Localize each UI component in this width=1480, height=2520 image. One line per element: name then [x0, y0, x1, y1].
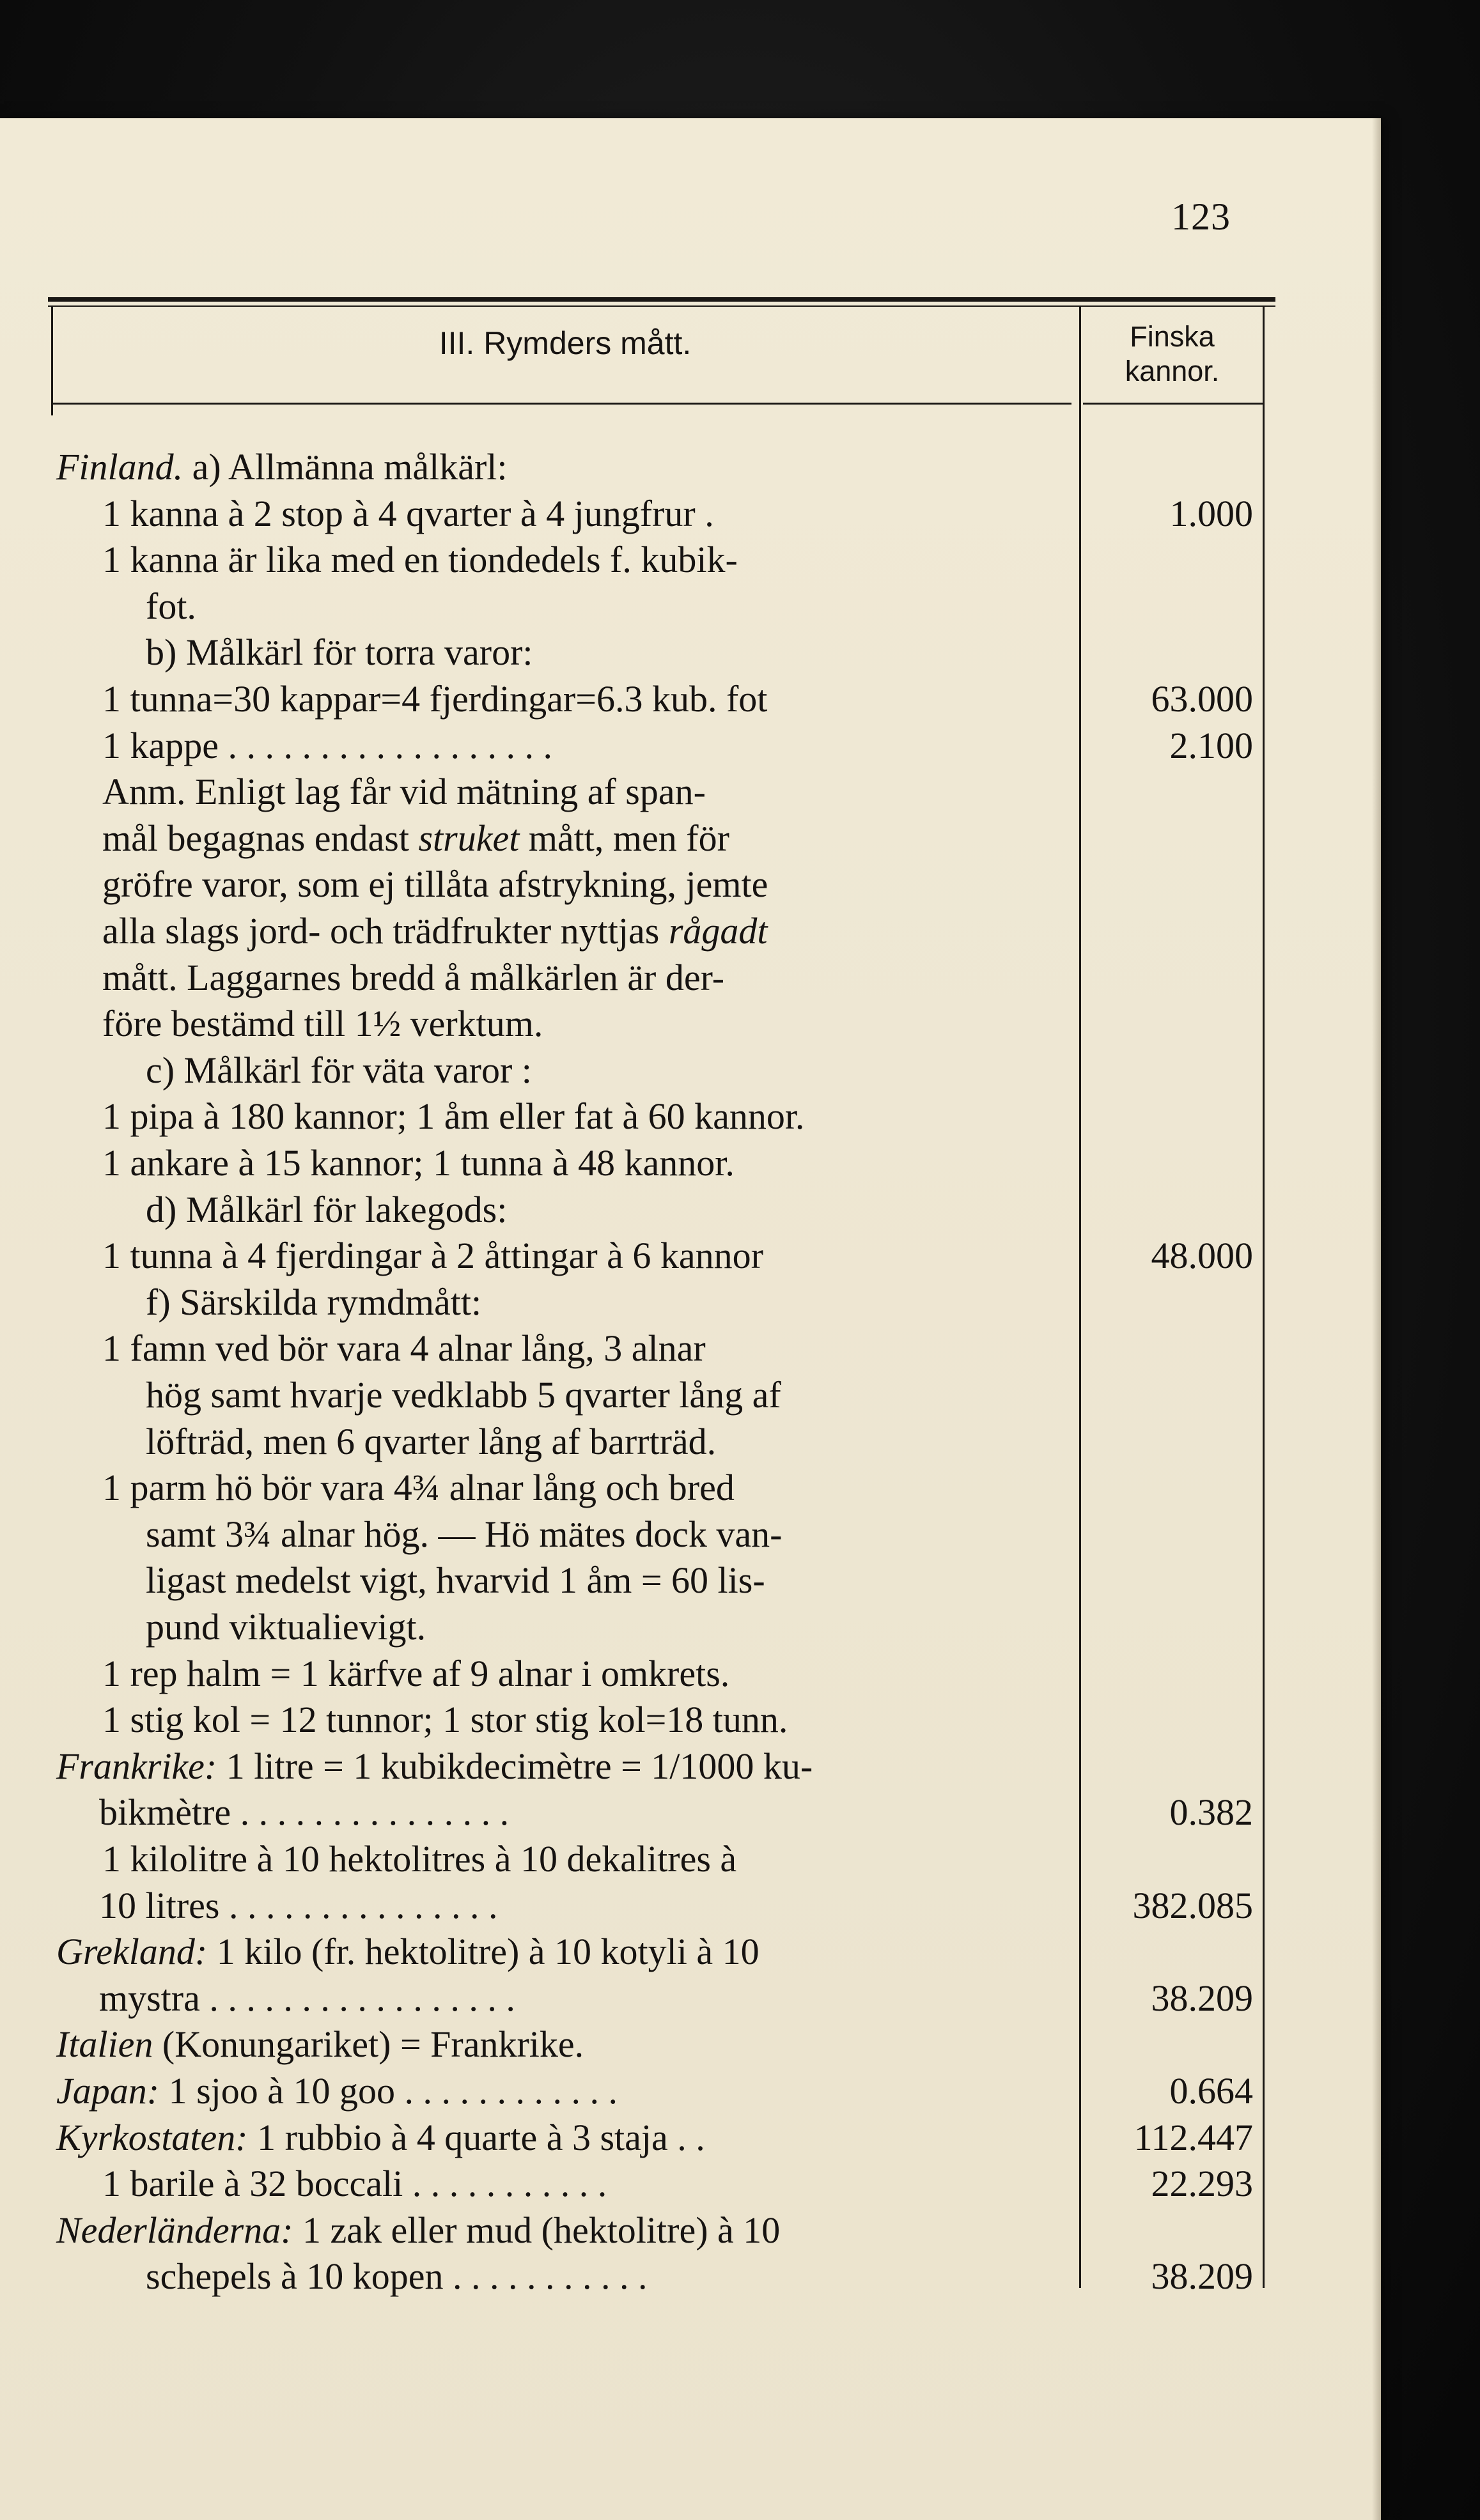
- row-text: [146, 1604, 426, 1650]
- row-main-text: a) Allmänna målkärl:: [192, 446, 508, 488]
- row-main-text: 1 kappe . . . . . . . . . . . . . . . . . .: [102, 724, 552, 766]
- row-main-text: 1 barile à 32 boccali . . . . . . . . . . .: [102, 2163, 607, 2205]
- table-row: [0, 630, 1381, 676]
- row-text: [99, 1790, 509, 1836]
- row-text: [146, 1047, 532, 1094]
- row-text: [102, 816, 729, 862]
- row-text: [102, 537, 738, 583]
- row-text: [56, 444, 508, 490]
- row-text: [99, 1883, 497, 1929]
- row-value: 0.664: [1169, 2070, 1253, 2112]
- row-text: [56, 2115, 705, 2161]
- row-main-text: 1 sjoo à 10 goo . . . . . . . . . . . .: [168, 2070, 618, 2112]
- value-column-header-line2: kannor.: [1125, 355, 1220, 387]
- row-main-text: 1 rubbio à 4 quarte à 3 staja . .: [257, 2116, 705, 2158]
- row-main-text: 1 kanna à 2 stop à 4 qvarter à 4 jungfrur .: [102, 492, 714, 534]
- table-row: [0, 862, 1381, 908]
- emphasis-text: struket: [418, 817, 520, 859]
- table-row: [0, 1233, 1381, 1279]
- row-main-text: 1 famn ved bör vara 4 alnar lång, 3 alnar: [102, 1327, 706, 1370]
- row-main-text: ligast medelst vigt, hvarvid 1 åm = 60 lis-: [146, 1559, 765, 1602]
- row-text: [146, 2253, 647, 2300]
- row-value: 382.085: [1132, 1884, 1253, 1926]
- emphasis-text: rågadt: [668, 910, 768, 952]
- table-row: [0, 1743, 1381, 1790]
- row-value: 2.100: [1169, 724, 1253, 766]
- row-text: [146, 1419, 716, 1465]
- table-row: [0, 1279, 1381, 1326]
- table-top-rule-thin: [48, 305, 1275, 307]
- table-row: [0, 491, 1381, 537]
- table-row: [0, 1465, 1381, 1511]
- table-row: [0, 676, 1381, 722]
- table-row: [0, 1047, 1381, 1094]
- row-text: [102, 1326, 706, 1372]
- table-row: [0, 1511, 1381, 1558]
- section-title: III. Rymders mått.: [439, 325, 692, 361]
- row-main-text: före bestämd till 1½ verktum.: [102, 1003, 543, 1045]
- row-value: 0.382: [1169, 1791, 1253, 1834]
- table-row: [0, 769, 1381, 815]
- table-row: [0, 584, 1381, 630]
- row-main-text: d) Målkärl för lakegods:: [146, 1188, 508, 1230]
- table-row: [0, 1140, 1381, 1186]
- row-text: [146, 630, 533, 676]
- row-main-text: 1 pipa à 180 kannor; 1 åm eller fat à 60 kannor.: [102, 1095, 805, 1138]
- table-row: [0, 1883, 1381, 1929]
- row-text: [102, 1697, 788, 1743]
- row-main-text: c) Målkärl för väta varor :: [146, 1049, 532, 1091]
- row-main-text: fot.: [146, 585, 196, 627]
- row-main-text: 10 litres . . . . . . . . . . . . . . .: [99, 1884, 498, 1926]
- table-row: [0, 1697, 1381, 1743]
- table-row: [0, 444, 1381, 490]
- row-main-text: (Konungariket) = Frankrike.: [162, 2023, 584, 2066]
- row-trailing-text: mått, men för: [528, 817, 729, 859]
- table-row: [0, 2068, 1381, 2114]
- row-value: 38.209: [1151, 1977, 1253, 2019]
- row-text: [102, 769, 706, 815]
- row-main-text: hög samt hvarje vedklabb 5 qvarter lång af: [146, 1374, 781, 1416]
- row-main-text: f) Särskilda rymdmått:: [146, 1281, 482, 1323]
- table-row: [0, 2253, 1381, 2300]
- row-main-text: schepels à 10 kopen . . . . . . . . . . .: [146, 2255, 648, 2298]
- table-row: [0, 1604, 1381, 1650]
- table-row: [0, 2021, 1381, 2068]
- table-row: [0, 537, 1381, 583]
- country-label: Italien: [56, 2023, 153, 2066]
- table-row: [0, 2115, 1381, 2161]
- row-main-text: 1 litre = 1 kubikdecimètre = 1/1000 ku-: [226, 1745, 813, 1787]
- row-text: [102, 1140, 735, 1186]
- table-row: [0, 723, 1381, 769]
- row-text: [102, 1651, 729, 1697]
- table-row: [0, 1790, 1381, 1836]
- table-row: [0, 908, 1381, 954]
- table-row: [0, 2161, 1381, 2207]
- row-main-text: 1 tunna à 4 fjerdingar à 2 åttingar à 6 kannor: [102, 1235, 763, 1277]
- row-text: [146, 584, 196, 630]
- row-main-text: 1 rep halm = 1 kärfve af 9 alnar i omkrets.: [102, 1652, 730, 1694]
- table-row: [0, 1001, 1381, 1047]
- row-value: 63.000: [1151, 678, 1253, 720]
- row-text: [102, 1233, 763, 1279]
- row-text: [102, 2161, 607, 2207]
- row-main-text: 1 parm hö bör vara 4¾ alnar lång och bred: [102, 1467, 735, 1509]
- row-text: [102, 908, 768, 954]
- row-main-text: gröfre varor, som ej tillåta afstrykning, jemte: [102, 863, 768, 906]
- page-number: 123: [1171, 196, 1231, 238]
- row-text: [102, 862, 768, 908]
- row-main-text: löfträd, men 6 qvarter lång af barrträd.: [146, 1420, 717, 1462]
- row-text: [99, 1975, 515, 2021]
- row-main-text: Anm. Enligt lag får vid mätning af span-: [102, 771, 706, 813]
- row-text: [102, 955, 724, 1001]
- row-main-text: 1 tunna=30 kappar=4 fjerdingar=6.3 kub. fot: [102, 678, 768, 720]
- row-text: [146, 1187, 507, 1233]
- row-text: [102, 1836, 736, 1882]
- row-main-text: 1 stig kol = 12 tunnor; 1 stor stig kol=18 tunn.: [102, 1699, 788, 1741]
- country-label: Frankrike:: [56, 1745, 217, 1787]
- row-value: 38.209: [1151, 2255, 1253, 2298]
- row-text: [56, 1929, 759, 1975]
- row-text: [102, 676, 767, 722]
- country-label: Grekland:: [56, 1931, 208, 1973]
- table-row: [0, 1929, 1381, 1975]
- row-text: [56, 2068, 618, 2114]
- header-bottom-rule-right: [1083, 403, 1264, 405]
- row-text: [102, 1465, 735, 1511]
- row-text: [102, 1094, 804, 1140]
- table-row: [0, 1326, 1381, 1372]
- row-main-text: 1 zak eller mud (hektolitre) à 10: [302, 2209, 781, 2251]
- row-main-text: 1 kilolitre à 10 hektolitres à 10 dekalitres à: [102, 1838, 737, 1880]
- row-text: [146, 1558, 765, 1604]
- table-row: [0, 1651, 1381, 1697]
- table-row: [0, 1094, 1381, 1140]
- row-main-text: mått. Laggarnes bredd å målkärlen är der-: [102, 956, 725, 998]
- row-value: 1.000: [1169, 492, 1253, 534]
- table-row: [0, 1975, 1381, 2021]
- row-value: 22.293: [1151, 2163, 1253, 2205]
- value-column-header: [1082, 320, 1263, 389]
- country-label: Kyrkostaten:: [56, 2116, 248, 2158]
- table-row: [0, 1836, 1381, 1882]
- row-text: [146, 1511, 782, 1558]
- table-row: [0, 1372, 1381, 1418]
- row-main-text: bikmètre . . . . . . . . . . . . . . .: [99, 1791, 510, 1834]
- row-text: [56, 2207, 780, 2253]
- country-label: Japan:: [56, 2070, 160, 2112]
- row-main-text: pund viktualievigt.: [146, 1606, 426, 1648]
- row-main-text: 1 kanna är lika med en tiondedels f. kubik-: [102, 539, 738, 581]
- row-text: [56, 1743, 813, 1790]
- row-main-text: mål begagnas endast: [102, 817, 409, 859]
- row-main-text: 1 kilo (fr. hektolitre) à 10 kotyli à 10: [216, 1931, 759, 1973]
- row-value: 112.447: [1133, 2116, 1253, 2158]
- row-text: [146, 1279, 481, 1326]
- row-text: [102, 723, 552, 769]
- table-row: [0, 1187, 1381, 1233]
- row-main-text: samt 3¾ alnar hög. — Hö mätes dock van-: [146, 1513, 783, 1555]
- row-text: [56, 2021, 584, 2068]
- country-label: Finland.: [56, 446, 183, 488]
- table-row: [0, 1558, 1381, 1604]
- row-main-text: alla slags jord- och trädfrukter nyttjas: [102, 910, 660, 952]
- table-row: [0, 1419, 1381, 1465]
- table-top-rule: [48, 297, 1275, 302]
- row-text: [146, 1372, 781, 1418]
- header-bottom-rule: [51, 403, 1071, 405]
- row-text: [102, 491, 714, 537]
- row-value: 48.000: [1151, 1235, 1253, 1277]
- table-row: [0, 955, 1381, 1001]
- table-row: [0, 2207, 1381, 2253]
- country-label: Nederländerna:: [56, 2209, 293, 2251]
- row-main-text: b) Målkärl för torra varor:: [146, 631, 533, 674]
- row-main-text: 1 ankare à 15 kannor; 1 tunna à 48 kannor.: [102, 1142, 735, 1184]
- value-column-header-line1: Finska: [1130, 320, 1215, 353]
- row-text: [102, 1001, 543, 1047]
- row-main-text: mystra . . . . . . . . . . . . . . . . .: [99, 1977, 515, 2019]
- table-row: [0, 816, 1381, 862]
